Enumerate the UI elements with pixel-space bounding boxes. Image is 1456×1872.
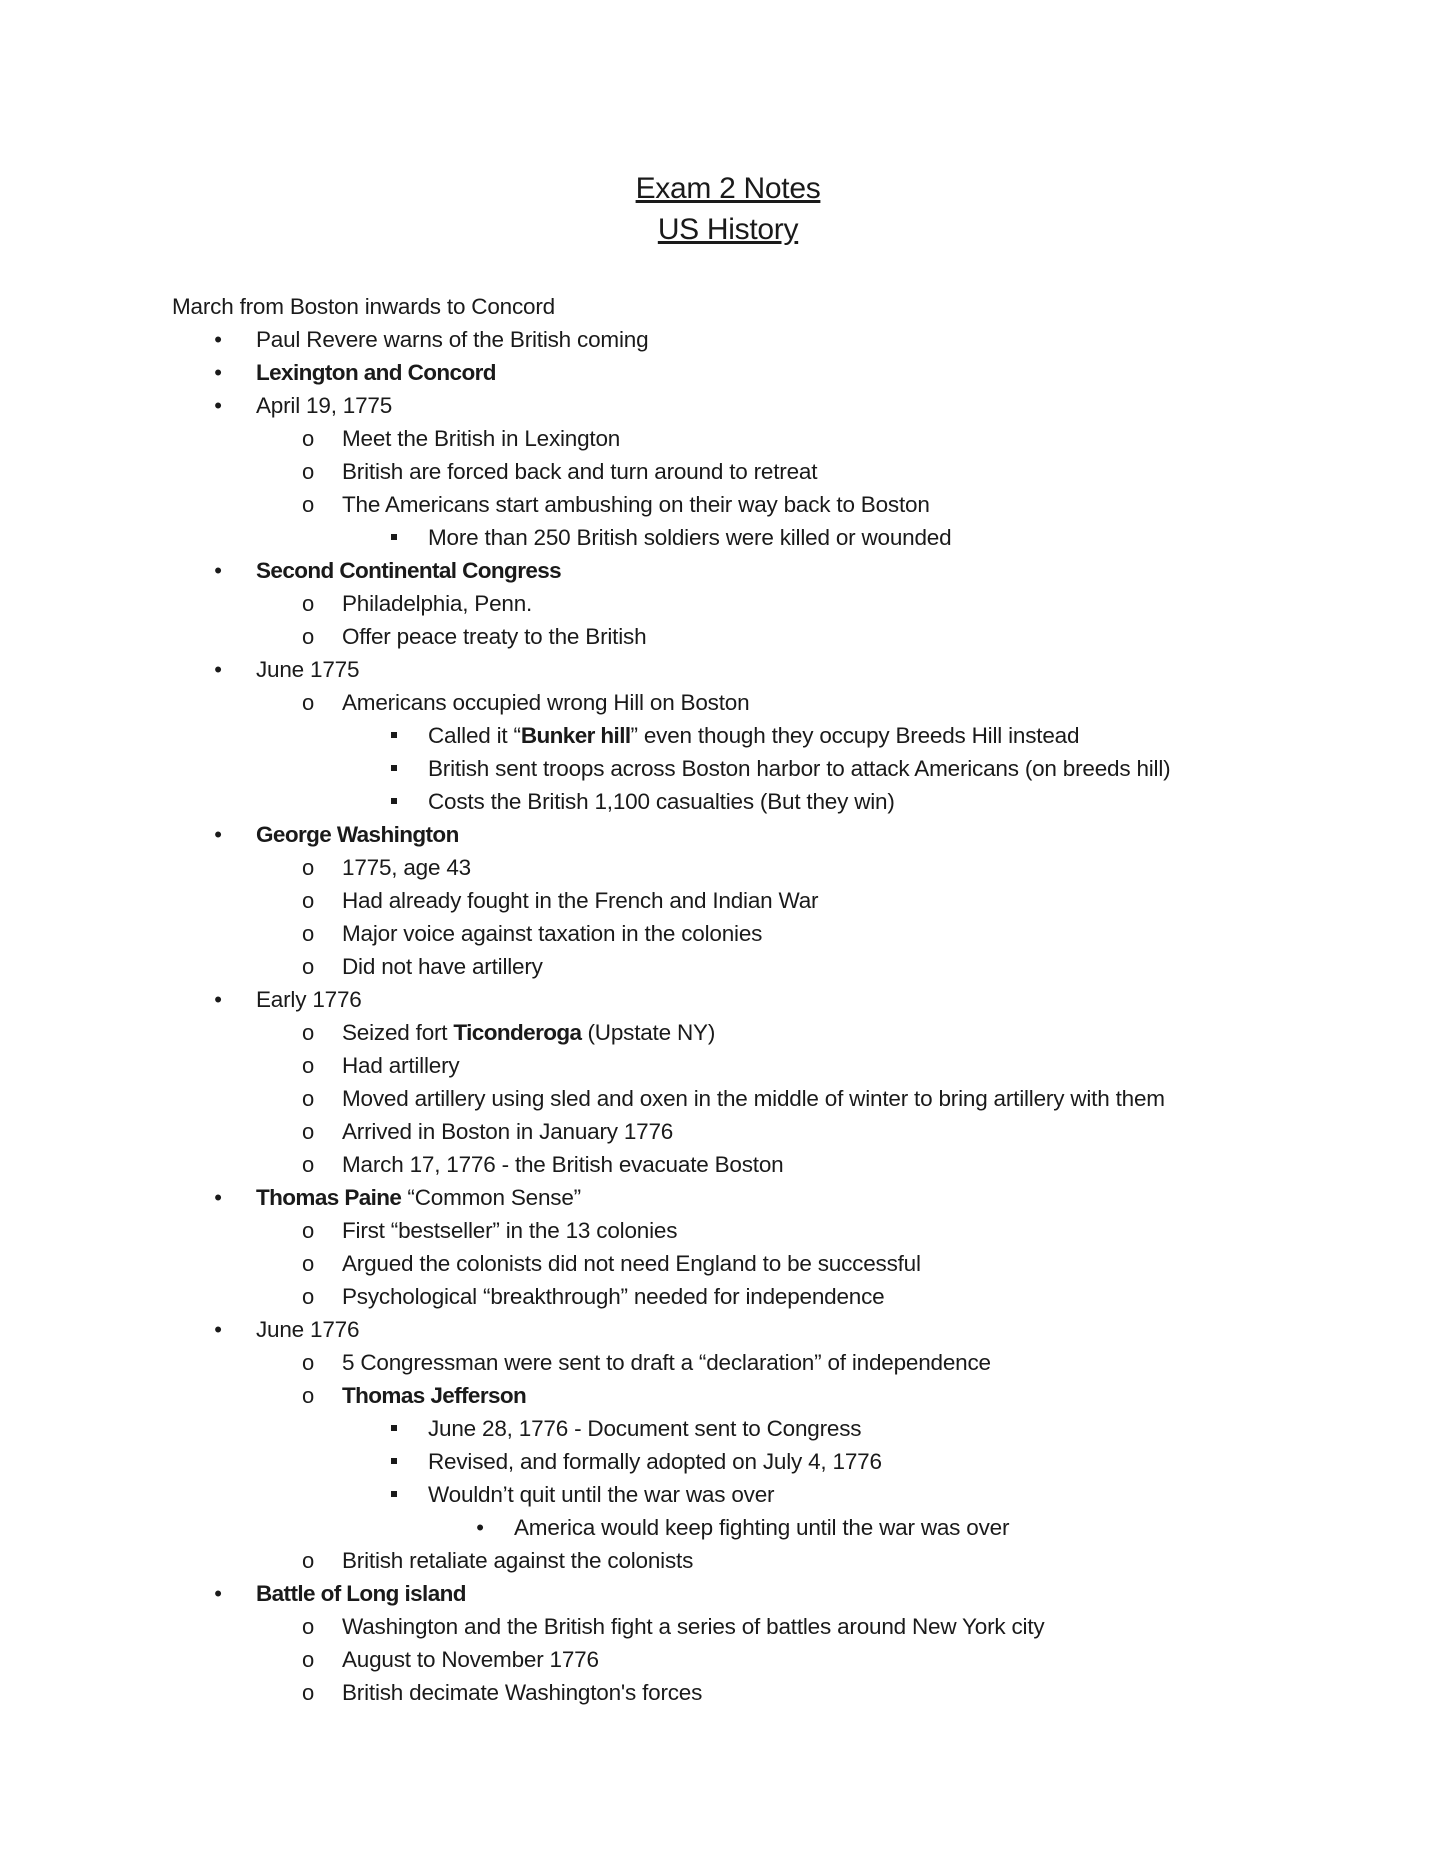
list-item-text bbox=[342, 1346, 991, 1379]
list-item-text bbox=[342, 1148, 783, 1181]
text-run: “Common Sense” bbox=[401, 1185, 581, 1210]
list-item bbox=[0, 554, 1456, 587]
list-item bbox=[0, 587, 1456, 620]
circle-bullet-icon bbox=[298, 1346, 318, 1379]
list-item-text bbox=[342, 917, 762, 950]
text-run: ” even though they occupy Breeds Hill instead bbox=[630, 723, 1080, 748]
text-run: Seized fort bbox=[342, 1020, 454, 1045]
text-run: (Upstate NY) bbox=[581, 1020, 716, 1045]
text-run: June 1775 bbox=[256, 657, 360, 682]
text-run: British sent troops across Boston harbor to attack Americans (on breeds hill) bbox=[428, 756, 1171, 781]
disc-bullet-icon bbox=[208, 1577, 228, 1610]
circle-bullet-icon bbox=[298, 1214, 318, 1247]
list-item bbox=[0, 818, 1456, 851]
text-run: Wouldn’t quit until the war was over bbox=[428, 1482, 775, 1507]
text-run: March 17, 1776 - the British evacuate Boston bbox=[342, 1152, 784, 1177]
circle-bullet-icon bbox=[298, 1379, 318, 1412]
bold-term: Bunker hill bbox=[520, 723, 631, 748]
list-item-text bbox=[342, 1214, 677, 1247]
disc-bullet-icon bbox=[208, 1313, 228, 1346]
list-item-text bbox=[256, 356, 496, 389]
bold-term: Lexington and Concord bbox=[256, 360, 496, 385]
circle-bullet-icon bbox=[298, 917, 318, 950]
list-item bbox=[0, 719, 1456, 752]
list-item bbox=[0, 1610, 1456, 1643]
text-run: British decimate Washington's forces bbox=[342, 1680, 703, 1705]
text-run: Did not have artillery bbox=[342, 954, 543, 979]
list-item bbox=[0, 785, 1456, 818]
list-item bbox=[0, 1478, 1456, 1511]
text-run: Argued the colonists did not need England to be successful bbox=[342, 1251, 921, 1276]
list-item-text bbox=[342, 1247, 921, 1280]
circle-bullet-icon bbox=[298, 488, 318, 521]
list-item-text bbox=[256, 1313, 359, 1346]
circle-bullet-icon bbox=[298, 1610, 318, 1643]
square-bullet-icon bbox=[384, 1445, 404, 1478]
list-item bbox=[0, 1016, 1456, 1049]
list-item bbox=[0, 488, 1456, 521]
list-item bbox=[0, 851, 1456, 884]
square-bullet-icon bbox=[384, 785, 404, 818]
circle-bullet-icon bbox=[298, 1049, 318, 1082]
circle-bullet-icon bbox=[298, 1544, 318, 1577]
list-item bbox=[0, 1214, 1456, 1247]
list-item-text bbox=[428, 1478, 774, 1511]
square-bullet-icon bbox=[384, 752, 404, 785]
circle-bullet-icon bbox=[298, 1643, 318, 1676]
square-bullet-icon bbox=[384, 1412, 404, 1445]
list-item bbox=[0, 290, 1456, 323]
list-item-text bbox=[342, 620, 646, 653]
list-item bbox=[0, 1280, 1456, 1313]
list-item bbox=[0, 1577, 1456, 1610]
circle-bullet-icon bbox=[298, 587, 318, 620]
list-item bbox=[0, 422, 1456, 455]
list-item bbox=[0, 653, 1456, 686]
square-bullet-icon bbox=[384, 719, 404, 752]
list-item bbox=[0, 620, 1456, 653]
list-item bbox=[0, 983, 1456, 1016]
circle-bullet-icon bbox=[298, 1082, 318, 1115]
circle-bullet-icon bbox=[298, 620, 318, 653]
list-item-text bbox=[256, 554, 561, 587]
list-item-text bbox=[342, 1610, 1044, 1643]
list-item bbox=[0, 1346, 1456, 1379]
list-item-text bbox=[428, 719, 1079, 752]
text-run: Revised, and formally adopted on July 4, 1776 bbox=[428, 1449, 882, 1474]
list-item-text bbox=[256, 1577, 466, 1610]
square-bullet-icon bbox=[384, 1478, 404, 1511]
list-item-text bbox=[342, 1280, 884, 1313]
circle-bullet-icon bbox=[298, 686, 318, 719]
list-item-text bbox=[428, 521, 951, 554]
circle-bullet-icon bbox=[298, 1676, 318, 1709]
text-run: April 19, 1775 bbox=[256, 393, 393, 418]
text-run: Psychological “breakthrough” needed for independence bbox=[342, 1284, 885, 1309]
text-run: Paul Revere warns of the British coming bbox=[256, 327, 649, 352]
list-item-text bbox=[342, 1115, 673, 1148]
list-item bbox=[0, 1049, 1456, 1082]
disc-bullet-icon bbox=[208, 1181, 228, 1214]
list-item bbox=[0, 917, 1456, 950]
list-item-text bbox=[256, 323, 648, 356]
list-item-text bbox=[342, 884, 818, 917]
text-run: More than 250 British soldiers were killed or wounded bbox=[428, 525, 952, 550]
text-run: 5 Congressman were sent to draft a “declaration” of independence bbox=[342, 1350, 991, 1375]
disc-bullet-icon bbox=[208, 653, 228, 686]
list-item-text bbox=[342, 1049, 459, 1082]
list-item-text bbox=[428, 1445, 882, 1478]
bold-term: Ticonderoga bbox=[453, 1020, 582, 1045]
text-run: Philadelphia, Penn. bbox=[342, 591, 533, 616]
page-subtitle: US History bbox=[657, 213, 799, 246]
text-run: British are forced back and turn around to retreat bbox=[342, 459, 818, 484]
text-run: Early 1776 bbox=[256, 987, 362, 1012]
list-item bbox=[0, 1643, 1456, 1676]
circle-bullet-icon bbox=[298, 1115, 318, 1148]
list-item-text bbox=[256, 653, 359, 686]
list-item-text bbox=[342, 686, 749, 719]
list-item-text bbox=[342, 587, 532, 620]
text-run: America would keep fighting until the war was over bbox=[514, 1515, 1010, 1540]
list-item bbox=[0, 455, 1456, 488]
bold-term: Battle of Long island bbox=[256, 1581, 466, 1606]
list-item-text bbox=[428, 752, 1170, 785]
list-item-text bbox=[342, 455, 817, 488]
list-item-text bbox=[342, 1643, 599, 1676]
list-item bbox=[0, 521, 1456, 554]
circle-bullet-icon bbox=[298, 1247, 318, 1280]
list-item bbox=[0, 1148, 1456, 1181]
list-item-text bbox=[256, 1181, 581, 1214]
text-run: Meet the British in Lexington bbox=[342, 426, 621, 451]
text-run: June 1776 bbox=[256, 1317, 360, 1342]
text-run: Major voice against taxation in the colonies bbox=[342, 921, 763, 946]
text-run: Called it “ bbox=[428, 723, 521, 748]
list-item-text bbox=[342, 1379, 526, 1412]
disc-bullet-icon bbox=[208, 554, 228, 587]
list-item-text bbox=[256, 818, 459, 851]
list-item bbox=[0, 1082, 1456, 1115]
text-run: June 28, 1776 - Document sent to Congress bbox=[428, 1416, 862, 1441]
list-item-text bbox=[256, 983, 362, 1016]
text-run: The Americans start ambushing on their way back to Boston bbox=[342, 492, 930, 517]
text-run: Arrived in Boston in January 1776 bbox=[342, 1119, 674, 1144]
list-item bbox=[0, 884, 1456, 917]
text-run: Had already fought in the French and Indian War bbox=[342, 888, 819, 913]
bold-term: George Washington bbox=[256, 822, 459, 847]
list-item bbox=[0, 950, 1456, 983]
list-item-text bbox=[256, 389, 392, 422]
text-run: Had artillery bbox=[342, 1053, 460, 1078]
list-item bbox=[0, 1379, 1456, 1412]
list-item-text bbox=[342, 1016, 715, 1049]
list-item bbox=[0, 1181, 1456, 1214]
list-item bbox=[0, 1544, 1456, 1577]
disc-bullet-icon bbox=[208, 323, 228, 356]
text-run: Washington and the British fight a series of battles around New York city bbox=[342, 1614, 1045, 1639]
list-item bbox=[0, 389, 1456, 422]
bold-term: Thomas Paine bbox=[256, 1185, 402, 1210]
list-item bbox=[0, 1676, 1456, 1709]
text-run: August to November 1776 bbox=[342, 1647, 599, 1672]
text-run: Moved artillery using sled and oxen in the middle of winter to bring artillery with them bbox=[342, 1086, 1165, 1111]
text-run: British retaliate against the colonists bbox=[342, 1548, 694, 1573]
list-item-text bbox=[428, 785, 895, 818]
list-item bbox=[0, 752, 1456, 785]
circle-bullet-icon bbox=[298, 422, 318, 455]
text-run: March from Boston inwards to Concord bbox=[172, 294, 555, 319]
list-item bbox=[0, 1445, 1456, 1478]
list-item bbox=[0, 323, 1456, 356]
list-item-text bbox=[342, 1544, 693, 1577]
list-item-text bbox=[342, 488, 930, 521]
list-item-text bbox=[342, 950, 543, 983]
circle-bullet-icon bbox=[298, 1148, 318, 1181]
text-run: 1775, age 43 bbox=[342, 855, 471, 880]
bold-term: Thomas Jefferson bbox=[342, 1383, 527, 1408]
list-item-text bbox=[342, 851, 471, 884]
text-run: Costs the British 1,100 casualties (But they win) bbox=[428, 789, 895, 814]
circle-bullet-icon bbox=[298, 884, 318, 917]
list-item bbox=[0, 686, 1456, 719]
list-item-text bbox=[428, 1412, 861, 1445]
list-item bbox=[0, 1115, 1456, 1148]
disc-bullet-icon bbox=[208, 983, 228, 1016]
circle-bullet-icon bbox=[298, 950, 318, 983]
text-run: First “bestseller” in the 13 colonies bbox=[342, 1218, 678, 1243]
list-item bbox=[0, 1511, 1456, 1544]
circle-bullet-icon bbox=[298, 1280, 318, 1313]
list-item-text bbox=[172, 290, 555, 323]
circle-bullet-icon bbox=[298, 455, 318, 488]
disc-bullet-icon bbox=[208, 389, 228, 422]
list-item bbox=[0, 1247, 1456, 1280]
list-item-text bbox=[342, 1082, 1165, 1115]
disc-bullet-icon bbox=[208, 356, 228, 389]
bold-term: Second Continental Congress bbox=[256, 558, 562, 583]
list-item bbox=[0, 1313, 1456, 1346]
list-item bbox=[0, 1412, 1456, 1445]
disc-bullet-icon bbox=[470, 1511, 490, 1544]
square-bullet-icon bbox=[384, 521, 404, 554]
text-run: Americans occupied wrong Hill on Boston bbox=[342, 690, 750, 715]
text-run: Offer peace treaty to the British bbox=[342, 624, 647, 649]
list-item-text bbox=[342, 422, 620, 455]
disc-bullet-icon bbox=[208, 818, 228, 851]
circle-bullet-icon bbox=[298, 851, 318, 884]
page-title: Exam 2 Notes bbox=[635, 172, 821, 205]
list-item-text bbox=[342, 1676, 702, 1709]
notes-list bbox=[0, 290, 1456, 1709]
list-item bbox=[0, 356, 1456, 389]
circle-bullet-icon bbox=[298, 1016, 318, 1049]
list-item-text bbox=[514, 1511, 1009, 1544]
